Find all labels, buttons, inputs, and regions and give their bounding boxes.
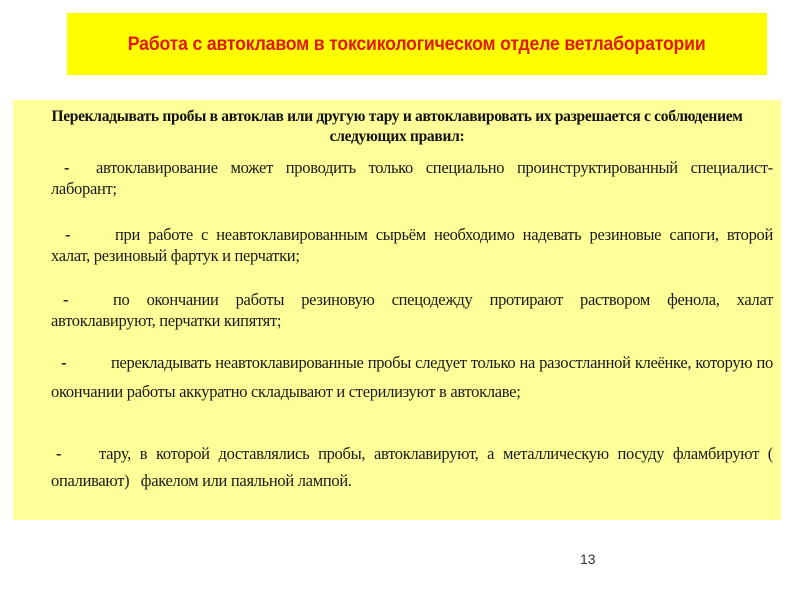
rule-item xyxy=(51,348,773,406)
content-panel xyxy=(13,100,781,520)
intro-text: Перекладывать пробы в автоклав или другую тару и автоклавировать их разрешается с соблюдением следующих правил: xyxy=(51,108,743,145)
rule-text: тару, в которой доставлялись пробы, автоклавируют, а металлическую посуду фламбируют ( опаливают) факелом или паяльной лампой. xyxy=(51,444,781,490)
rule-text: перекладывать неавтоклавированные пробы следует только на разостланной клеёнке, которую по окончании работы аккуратно складывают и стерилизуют в автоклаве; xyxy=(51,353,773,401)
bullet-dash: - xyxy=(65,225,71,244)
slide-title: Работа с автоклавом в токсикологическом отделе ветлаборатории xyxy=(128,33,706,55)
rule-text: по окончании работы резиновую спецодежду протирают раствором фенола, халат автоклавируют, перчатки кипятят; xyxy=(51,290,773,330)
bullet-dash: - xyxy=(63,290,69,309)
bullet-dash: - xyxy=(64,158,70,177)
rule-item xyxy=(51,157,773,199)
bullet-dash: - xyxy=(56,444,62,463)
page-number: 13 xyxy=(580,551,596,567)
rule-text: при работе с неавтоклавированным сырьём необходимо надевать резиновые сапоги, второй халат, резиновый фартук и перчатки; xyxy=(51,225,773,265)
bullet-dash: - xyxy=(61,353,67,372)
rule-item xyxy=(51,289,773,331)
rule-text: автоклавирование может проводить только специально проинструктированный специалист-лаборант; xyxy=(51,158,773,198)
rule-item xyxy=(51,224,773,266)
rule-item xyxy=(51,440,781,494)
title-banner xyxy=(67,13,767,75)
